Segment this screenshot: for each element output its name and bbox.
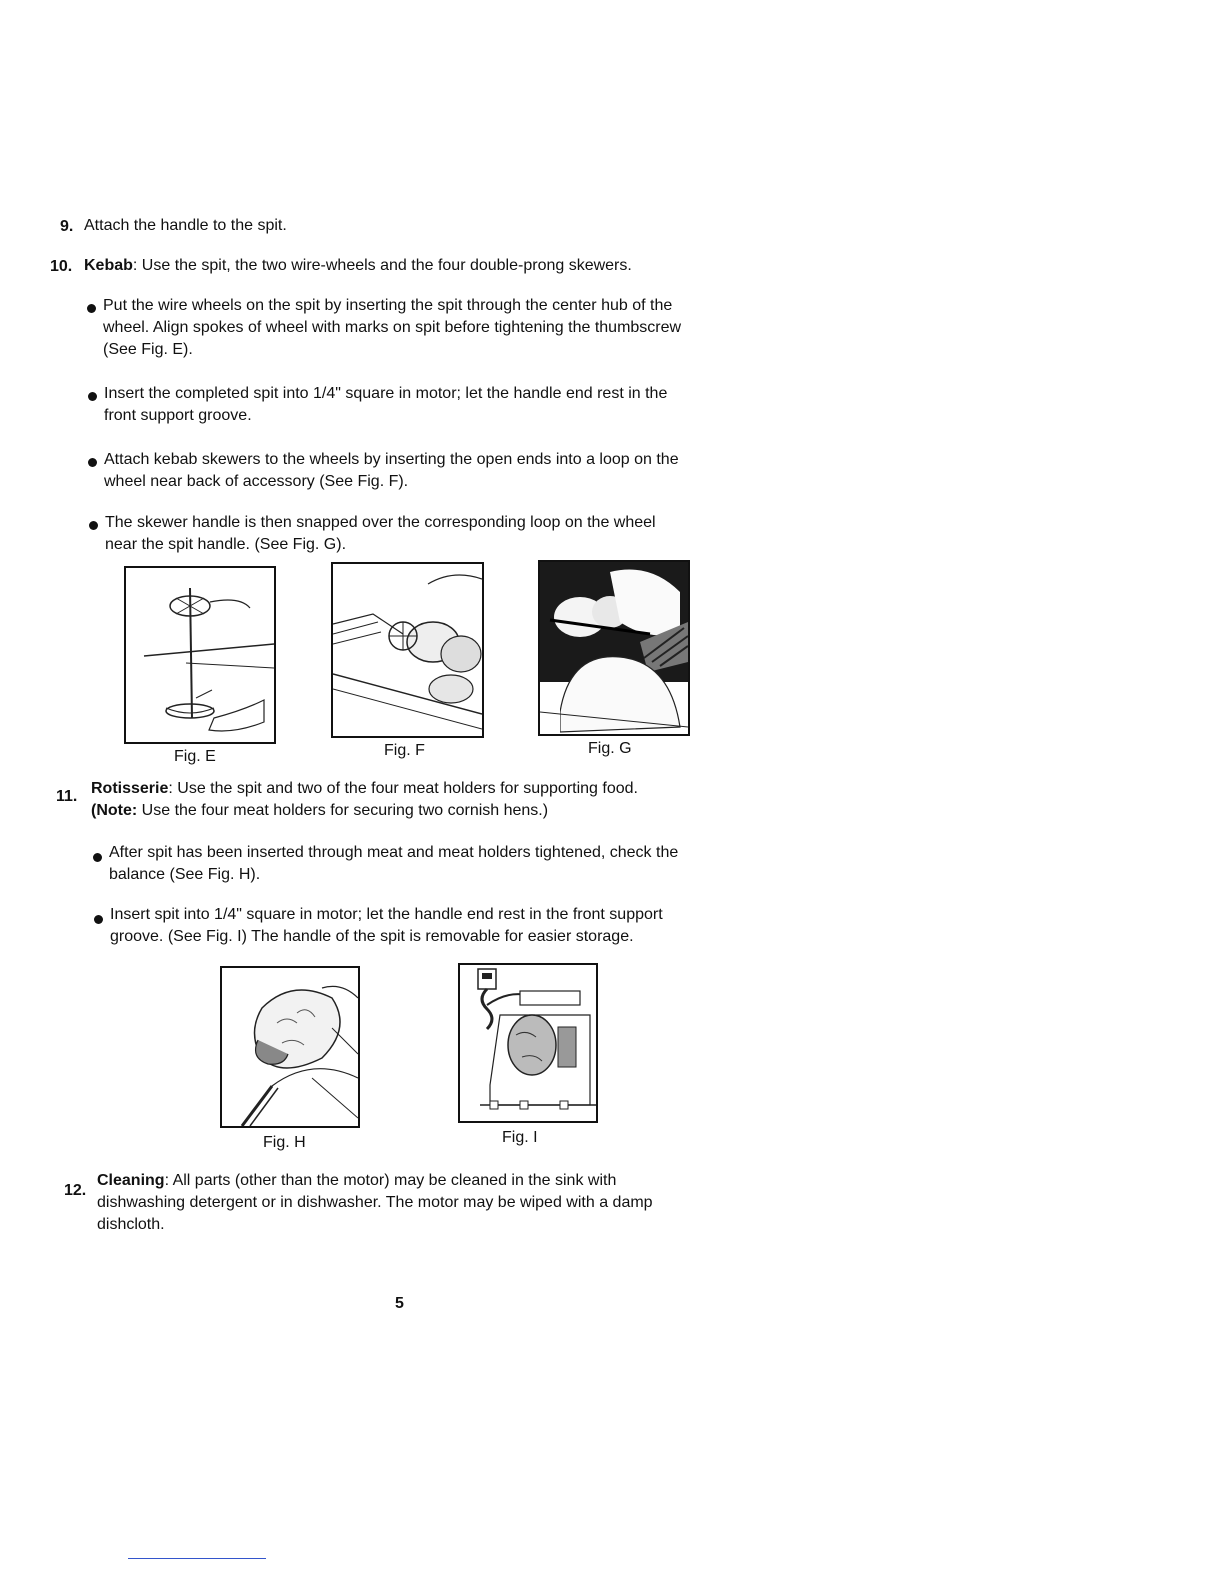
step-11-note-text: Use the four meat holders for securing two cornish hens.) bbox=[137, 802, 549, 819]
step-10-bullet-1 bbox=[103, 295, 681, 361]
bullet-line: groove. (See Fig. I) The handle of the spit is removable for easier storage. bbox=[110, 928, 634, 945]
bullet-line: wheel near back of accessory (See Fig. F). bbox=[104, 473, 409, 490]
step-12-number: 12. bbox=[64, 1182, 87, 1199]
step-10-text: : Use the spit, the two wire-wheels and the four double-prong skewers. bbox=[132, 257, 632, 274]
step-11-bullet-2 bbox=[110, 904, 663, 948]
bullet-line: The skewer handle is then snapped over the corresponding loop on the wheel bbox=[105, 514, 656, 531]
figure-g-caption: Fig. G bbox=[588, 740, 632, 757]
bullet-dot bbox=[89, 521, 98, 530]
bullet-line: After spit has been inserted through meat and meat holders tightened, check the bbox=[109, 844, 679, 861]
bullet-line: wheel. Align spokes of wheel with marks on spit before tightening the thumbscrew bbox=[103, 319, 682, 336]
figure-e-illustration bbox=[124, 566, 276, 744]
step-9-number: 9. bbox=[60, 218, 74, 235]
step-11-note-label: (Note: bbox=[91, 802, 138, 819]
bullet-dot bbox=[93, 853, 102, 862]
bullet-line: Insert spit into 1/4" square in motor; let the handle end rest in the front support bbox=[110, 906, 663, 923]
figure-e-caption: Fig. E bbox=[174, 748, 216, 765]
step-12-line-2: dishwashing detergent or in dishwasher. The motor may be wiped with a damp bbox=[97, 1194, 653, 1211]
step-11-number: 11. bbox=[56, 788, 78, 805]
bullet-dot bbox=[88, 392, 97, 401]
bullet-dot bbox=[94, 915, 103, 924]
bullet-dot bbox=[88, 458, 97, 467]
figure-i-caption: Fig. I bbox=[502, 1129, 538, 1146]
figure-h-caption: Fig. H bbox=[263, 1134, 306, 1151]
bullet-line: (See Fig. E). bbox=[103, 341, 193, 358]
step-10-number: 10. bbox=[50, 258, 73, 275]
step-10-bullet-3 bbox=[104, 449, 679, 493]
figure-i-illustration bbox=[458, 963, 598, 1123]
step-10-heading bbox=[84, 255, 632, 277]
step-11-heading bbox=[91, 778, 638, 822]
bullet-line: Put the wire wheels on the spit by inserting the spit through the center hub of the bbox=[103, 297, 673, 314]
bullet-line: near the spit handle. (See Fig. G). bbox=[105, 536, 347, 553]
step-11-bullet-1 bbox=[109, 842, 678, 886]
step-12-label: Cleaning bbox=[97, 1172, 165, 1189]
step-12-line-1: : All parts (other than the motor) may be cleaned in the sink with bbox=[164, 1172, 617, 1189]
figure-f-caption: Fig. F bbox=[384, 742, 425, 759]
figure-g-illustration bbox=[538, 560, 690, 736]
figure-f-illustration bbox=[331, 562, 484, 738]
step-11-text: : Use the spit and two of the four meat holders for supporting food. bbox=[168, 780, 638, 797]
step-11-label: Rotisserie bbox=[91, 780, 169, 797]
bullet-line: Attach kebab skewers to the wheels by inserting the open ends into a loop on the bbox=[104, 451, 679, 468]
bullet-line: front support groove. bbox=[104, 407, 252, 424]
bullet-dot bbox=[87, 304, 96, 313]
figure-h-illustration bbox=[220, 966, 360, 1128]
footer-rule bbox=[128, 1558, 266, 1559]
page-number: 5 bbox=[395, 1295, 404, 1312]
bullet-line: balance (See Fig. H). bbox=[109, 866, 261, 883]
step-12-body bbox=[97, 1170, 653, 1236]
bullet-line: Insert the completed spit into 1/4" square in motor; let the handle end rest in the bbox=[104, 385, 668, 402]
step-10-label: Kebab bbox=[84, 257, 133, 274]
step-10-bullet-4 bbox=[105, 512, 656, 556]
step-9-text: Attach the handle to the spit. bbox=[84, 217, 287, 234]
step-10-bullet-2 bbox=[104, 383, 667, 427]
step-12-line-3: dishcloth. bbox=[97, 1216, 165, 1233]
